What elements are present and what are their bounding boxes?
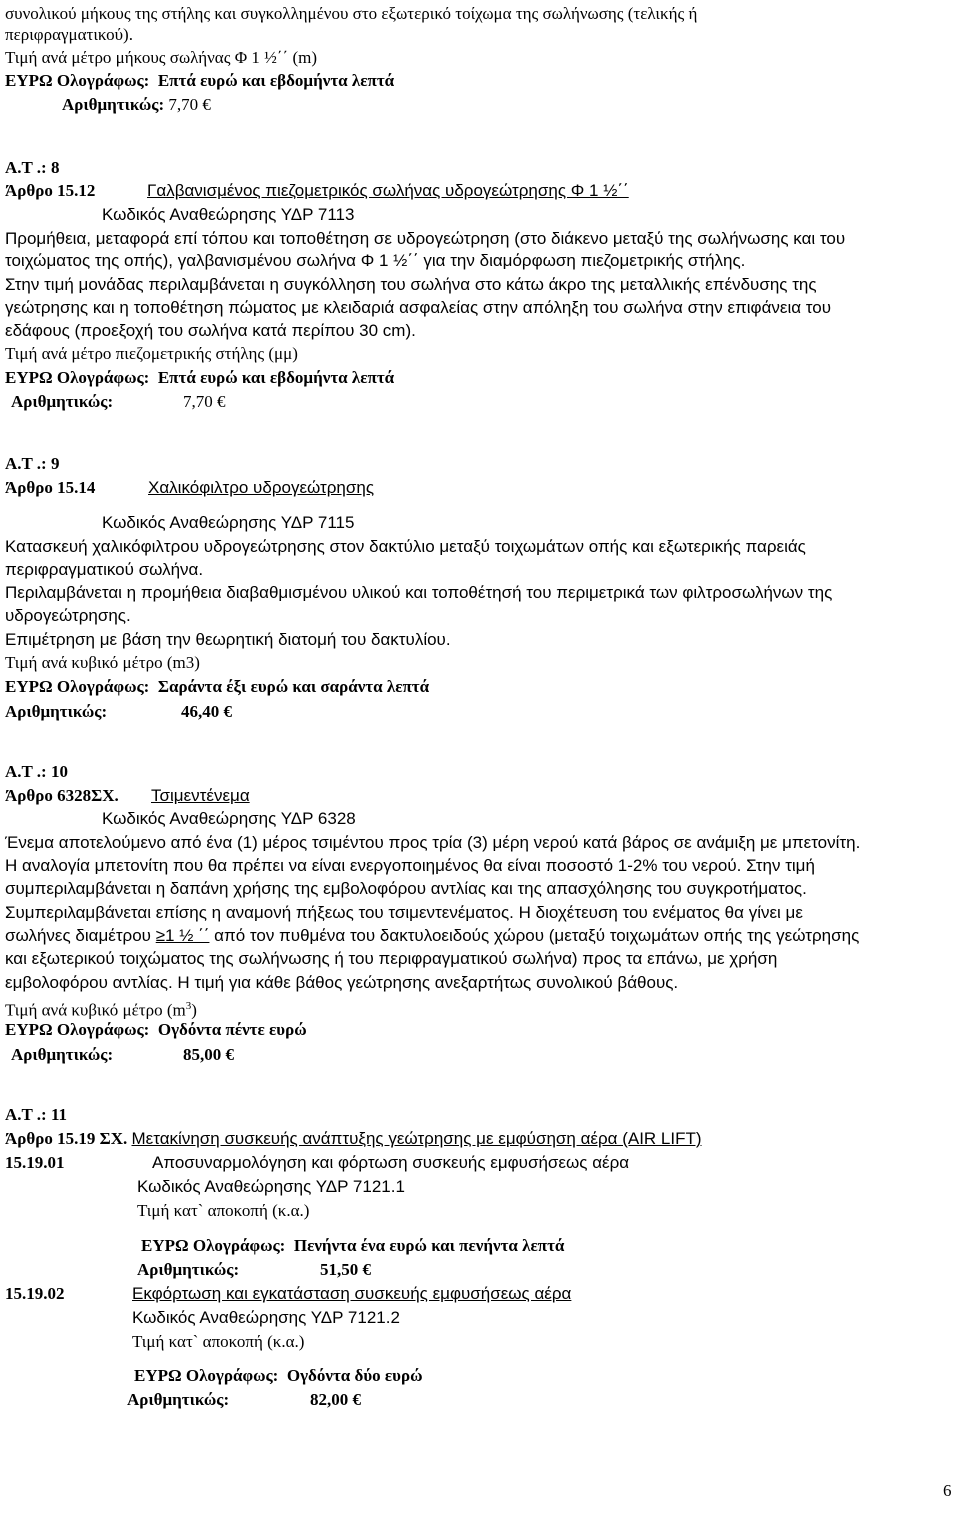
article-number: Άρθρο 6328ΣΧ. bbox=[5, 786, 119, 805]
unit-line bbox=[5, 995, 197, 1022]
sub-article-title: Αποσυναρμολόγηση και φόρτωση συσκευής εμφυσήσεως αέρα bbox=[152, 1153, 630, 1172]
words-label: ΕΥΡΩ Ολογράφως: bbox=[141, 1236, 286, 1255]
numeric-label: Αριθμητικώς: bbox=[11, 1045, 114, 1064]
unit-line: Τιμή ανά κυβικό μέτρο (m3) bbox=[5, 653, 200, 672]
description-line: Η αναλογία μπετονίτη που θα πρέπει να είναι ενεργοποιημένος θα είναι ποσοστό 1-2% του νερού. Στην τιμή bbox=[5, 856, 815, 875]
description-line: περιφραγματικού σωλήνα. bbox=[5, 560, 204, 579]
article-title: Τσιμεντένεμα bbox=[151, 786, 250, 805]
words-amount: Πενήντα ένα ευρώ και πενήντα λεπτά bbox=[293, 1236, 565, 1255]
article-number: Άρθρο 15.14 bbox=[5, 478, 96, 497]
words-amount: Ογδόντα δύο ευρώ bbox=[286, 1366, 423, 1385]
article-row bbox=[5, 1128, 702, 1150]
description-line: Προμήθεια, μεταφορά επί τόπου και τοποθέτηση σε υδρογεώτρηση (στο διάκενο μεταξύ της σωλήνωσης και του bbox=[5, 229, 846, 248]
description-line: Στην τιμή μονάδας περιλαμβάνεται η συγκόλληση του σωλήνα στο κάτω άκρο της μεταλλικής επένδυσης της bbox=[5, 275, 817, 294]
words-label: ΕΥΡΩ Ολογράφως: bbox=[134, 1366, 279, 1385]
description-line: γεώτρησης και η τοποθέτηση πώματος με κλειδαριά ασφαλείας στην απόληξη του σωλήνα στην επιφάνεια του bbox=[5, 298, 832, 317]
sub-article-number: 15.19.01 bbox=[5, 1153, 65, 1172]
intro-text-line: συνολικού μήκους της στήλης και συγκολλημένου στο εξωτερικό τοίχωμα της σωλήνωσης (τελικής ή bbox=[5, 4, 698, 23]
article-number: Άρθρο 15.19 ΣΧ. bbox=[5, 1129, 128, 1148]
numeric-label: Αριθμητικώς: bbox=[5, 702, 108, 721]
numeric-label: Αριθμητικώς: bbox=[137, 1260, 240, 1279]
article-number: Άρθρο 15.12 bbox=[5, 181, 96, 200]
revision-code: Κωδικός Αναθεώρησης ΥΔΡ 7113 bbox=[102, 205, 355, 224]
unit-text-close: ) bbox=[191, 1000, 197, 1020]
words-label: ΕΥΡΩ Ολογράφως: bbox=[5, 71, 150, 90]
revision-code: Κωδικός Αναθεώρησης ΥΔΡ 6328 bbox=[102, 809, 356, 828]
unit-line: Τιμή κατ` αποκοπή (κ.α.) bbox=[137, 1201, 310, 1220]
numeric-amount: 51,50 € bbox=[320, 1260, 371, 1279]
intro-unit: Τιμή ανά μέτρο μήκους σωλήνας Φ 1 ½΄΄ (m) bbox=[5, 48, 317, 67]
numeric-amount: 7,70 € bbox=[168, 95, 211, 114]
description-text: από τον πυθμένα του δακτυλοειδούς χώρου (μεταξύ τοιχωμάτων οπής της γεώτρησης bbox=[209, 926, 860, 945]
unit-line: Τιμή ανά μέτρο πιεζομετρικής στήλης (μμ) bbox=[5, 344, 298, 363]
words-row bbox=[141, 1235, 564, 1257]
description-line: Περιλαμβάνεται η προμήθεια διαβαθμισμένου υλικού και τοποθέτησή του περιμετρικά των φιλτροσωλήνων της bbox=[5, 583, 833, 602]
description-line: και εξωτερικού τοιχώματος της σωλήνωσης ή του περιφραγματικού σωλήνα) προς τα επάνω, με χρήση bbox=[5, 949, 778, 968]
diameter-value: ≥1 ½ ΄΄ bbox=[155, 926, 210, 945]
intro-text-line: περιφραγματικού). bbox=[5, 25, 133, 44]
at-number: Α.Τ .: 10 bbox=[5, 762, 68, 781]
numeric-label: Αριθμητικώς: bbox=[11, 392, 114, 411]
description-line: υδρογεώτρησης. bbox=[5, 606, 131, 625]
unit-line: Τιμή κατ` αποκοπή (κ.α.) bbox=[132, 1332, 305, 1351]
unit-superscript: 3 bbox=[185, 1000, 192, 1012]
description-line: τοιχώματος της οπής), γαλβανισμένου σωλήνα Φ 1 ½΄΄ για την διαμόρφωση πιεζομετρικής στήλης. bbox=[5, 251, 746, 270]
intro-numeric-row bbox=[62, 94, 211, 116]
description-line: Επιμέτρηση με βάση την θεωρητική διατομή του δακτυλίου. bbox=[5, 630, 451, 649]
article-title: Χαλικόφιλτρο υδρογεώτρησης bbox=[148, 478, 375, 497]
words-amount: Επτά ευρώ και εβδομήντα λεπτά bbox=[157, 368, 395, 387]
article-title: Μετακίνηση συσκευής ανάπτυξης γεώτρησης με εμφύσηση αέρα (AIR LIFT) bbox=[131, 1129, 702, 1148]
sub-article-title: Εκφόρτωση και εγκατάσταση συσκευής εμφυσήσεως αέρα bbox=[132, 1284, 572, 1303]
description-text: σωλήνες διαμέτρου bbox=[5, 926, 156, 945]
at-number: Α.Τ .: 8 bbox=[5, 158, 60, 177]
at-number: Α.Τ .: 9 bbox=[5, 454, 60, 473]
numeric-label: Αριθμητικώς: bbox=[127, 1390, 230, 1409]
revision-code: Κωδικός Αναθεώρησης ΥΔΡ 7121.2 bbox=[132, 1308, 400, 1327]
words-row bbox=[5, 676, 429, 698]
numeric-amount: 82,00 € bbox=[310, 1390, 361, 1409]
words-row bbox=[134, 1365, 423, 1387]
words-label: ΕΥΡΩ Ολογράφως: bbox=[5, 677, 150, 696]
description-line: Ένεμα αποτελούμενο από ένα (1) μέρος τσιμέντου προς τρία (3) μέρη νερού κατά βάρος σε ανάμιξη με μπετονίτη. bbox=[5, 833, 861, 852]
words-label: ΕΥΡΩ Ολογράφως: bbox=[5, 368, 150, 387]
revision-code: Κωδικός Αναθεώρησης ΥΔΡ 7115 bbox=[102, 513, 355, 532]
intro-words-row bbox=[5, 70, 394, 92]
numeric-label: Αριθμητικώς: bbox=[62, 95, 165, 114]
description-line: Κατασκευή χαλικόφιλτρου υδρογεώτρησης στον δακτύλιο μεταξύ τοιχωμάτων οπής και εξωτερικής παρειάς bbox=[5, 537, 806, 556]
words-amount: Ογδόντα πέντε ευρώ bbox=[157, 1020, 307, 1039]
description-line: εμβολοφόρου αντλίας. Η τιμή για κάθε βάθος γεώτρησης ανεξαρτήτως συνολικού βάθους. bbox=[5, 973, 679, 992]
words-row bbox=[5, 1019, 307, 1041]
description-line bbox=[5, 925, 859, 947]
sub-article-number: 15.19.02 bbox=[5, 1284, 65, 1303]
description-line: Συμπεριλαμβάνεται επίσης η αναμονή πήξεως του τσιμεντενέματος. Η διοχέτευση του ενέματος θα γίνει με bbox=[5, 903, 803, 922]
words-amount: Επτά ευρώ και εβδομήντα λεπτά bbox=[157, 71, 395, 90]
numeric-amount: 7,70 € bbox=[183, 392, 226, 411]
numeric-amount: 85,00 € bbox=[183, 1045, 234, 1064]
description-line: εδάφους (προεξοχή του σωλήνα κατά περίπου 30 cm). bbox=[5, 321, 416, 340]
words-label: ΕΥΡΩ Ολογράφως: bbox=[5, 1020, 150, 1039]
article-title: Γαλβανισμένος πιεζομετρικός σωλήνας υδρογεώτρησης Φ 1 ½΄΄ bbox=[147, 181, 629, 200]
words-amount: Σαράντα έξι ευρώ και σαράντα λεπτά bbox=[157, 677, 430, 696]
description-line: συμπεριλαμβάνεται η δαπάνη χρήσης της εμβολοφόρου αντλίας και της απασχόλησης του συγκροτήματος. bbox=[5, 879, 807, 898]
numeric-row bbox=[11, 391, 113, 413]
revision-code: Κωδικός Αναθεώρησης ΥΔΡ 7121.1 bbox=[137, 1177, 405, 1196]
page-number: 6 bbox=[943, 1481, 952, 1500]
at-number: Α.Τ .: 11 bbox=[5, 1105, 68, 1124]
numeric-amount: 46,40 € bbox=[181, 702, 232, 721]
words-row bbox=[5, 367, 394, 389]
unit-text: Τιμή ανά κυβικό μέτρο (m bbox=[5, 1000, 186, 1020]
